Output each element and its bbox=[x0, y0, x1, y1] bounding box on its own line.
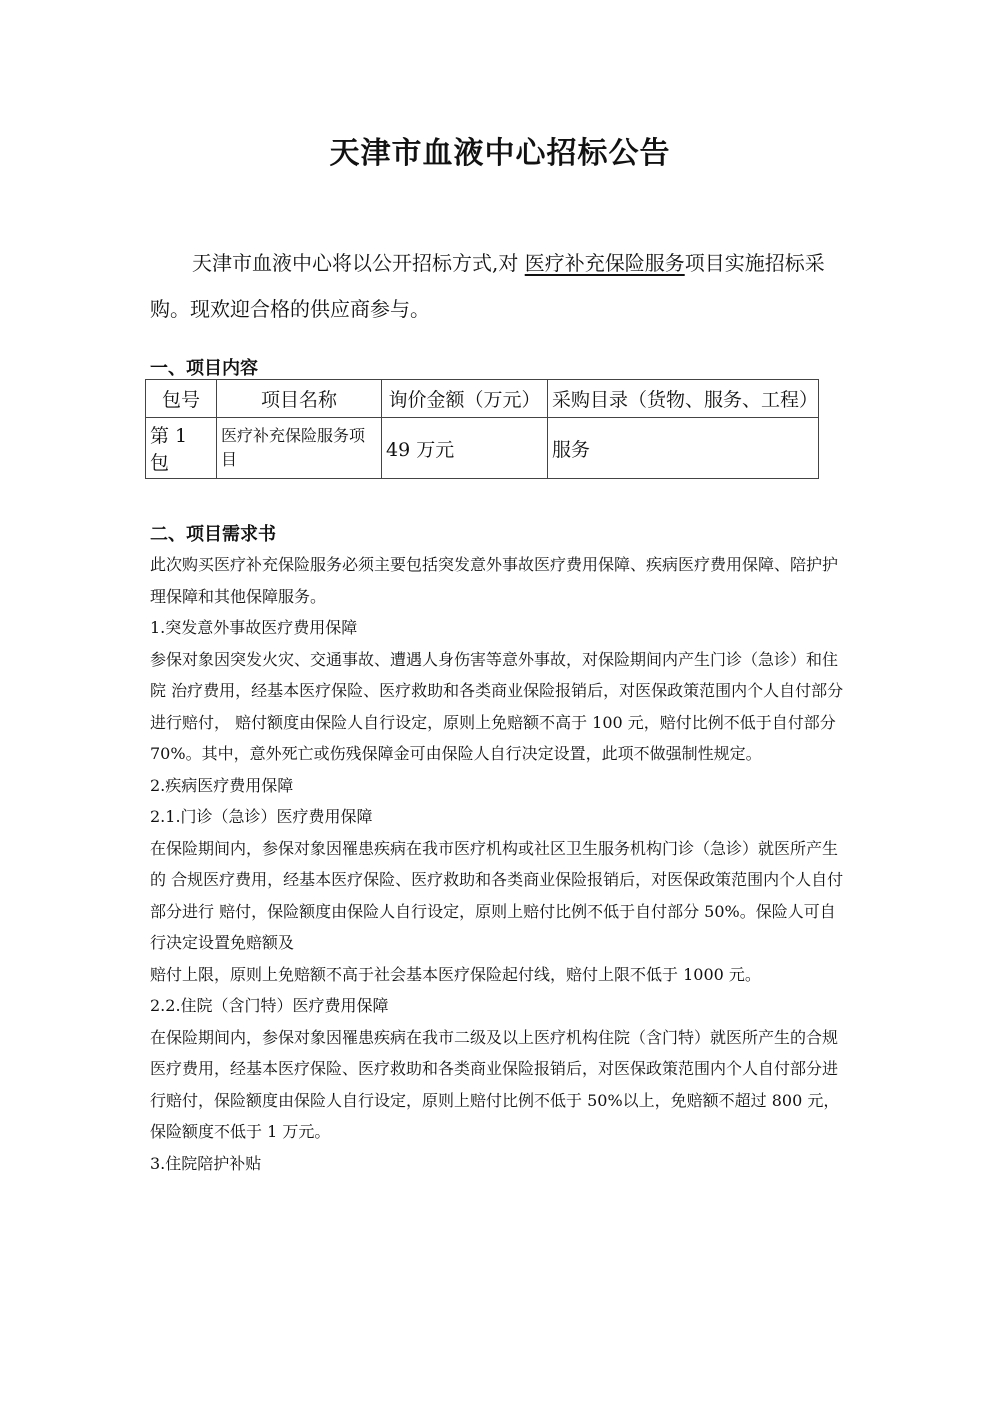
subheading-accident: 1.突发意外事故医疗费用保障 bbox=[150, 618, 358, 637]
table-header-category: 采购目录（货物、服务、工程） bbox=[548, 380, 819, 418]
intro-text-after: 项目实施招标采购。现欢迎合格的供应商参与。 bbox=[150, 251, 825, 321]
table-row bbox=[146, 418, 819, 479]
table-cell-project-name: 医疗补充保险服务项目 bbox=[217, 418, 382, 479]
project-content-table bbox=[145, 379, 819, 479]
table-header-project-name: 项目名称 bbox=[217, 380, 382, 418]
table-cell-package: 第 1 包 bbox=[146, 418, 217, 479]
section-heading-project-content: 一、项目内容 bbox=[150, 358, 258, 379]
requirements-body bbox=[150, 549, 850, 1179]
page-title: 天津市血液中心招标公告 bbox=[329, 136, 671, 171]
table-cell-category: 服务 bbox=[548, 418, 819, 479]
body-paragraph: 赔付上限，原则上免赔额不高于社会基本医疗保险起付线，赔付上限不低于 1000 元。 bbox=[150, 964, 761, 984]
body-paragraph: 参保对象因突发火灾、交通事故、遭遇人身伤害等意外事故，对保险期间内产生门诊（急诊）和住院 治疗费用，经基本医疗保险、医疗救助和各类商业保险报销后，对医保政策范围内个人自付部分进行赔付， 赔付额度由保险人自行设定，原则上免赔额不高于 100 元，赔付比例不低于自付部分 70%。其中，意外死亡或伤残保障金可由保险人自行决定设置，此项不做强制性规定。 bbox=[150, 649, 844, 763]
section-heading-requirements: 二、项目需求书 bbox=[150, 524, 276, 545]
subheading-outpatient: 2.1.门诊（急诊）医疗费用保障 bbox=[150, 807, 373, 826]
table-header-row bbox=[146, 380, 819, 418]
intro-paragraph bbox=[150, 240, 856, 332]
subheading-inpatient: 2.2.住院（含门特）医疗费用保障 bbox=[150, 996, 389, 1015]
table-header-package: 包号 bbox=[146, 380, 217, 418]
body-paragraph: 此次购买医疗补充保险服务必须主要包括突发意外事故医疗费用保障、疾病医疗费用保障、陪护护理保障和其他保障服务。 bbox=[150, 555, 839, 606]
project-name-underlined: 医疗补充保险服务 bbox=[524, 251, 685, 275]
subheading-hospital-escort: 3.住院陪护补贴 bbox=[150, 1153, 262, 1173]
table-cell-amount: 49 万元 bbox=[382, 418, 548, 479]
body-paragraph: 在保险期间内，参保对象因罹患疾病在我市二级及以上医疗机构住院（含门特）就医所产生的合规医疗费用，经基本医疗保险、医疗救助和各类商业保险报销后，对医保政策范围内个人自付部分进行赔付，保险额度由保险人自行设定，原则上赔付比例不低于 50%以上，免赔额不超过 800 元，保险额度不低于 1 万元。 bbox=[150, 1027, 840, 1141]
body-paragraph: 在保险期间内，参保对象因罹患疾病在我市医疗机构或社区卫生服务机构门诊（急诊）就医所产生的 合规医疗费用，经基本医疗保险、医疗救助和各类商业保险报销后，对医保政策范围内个人自付部分进行 赔付，保险额度由保险人自行设定，原则上赔付比例不低于自付部分 50%。保险人可自行决定设置免赔额及 bbox=[150, 838, 844, 952]
intro-text-before: 天津市血液中心将以公开招标方式,对 bbox=[192, 251, 525, 275]
subheading-disease: 2.疾病医疗费用保障 bbox=[150, 775, 294, 795]
table-header-amount: 询价金额（万元） bbox=[382, 380, 548, 418]
